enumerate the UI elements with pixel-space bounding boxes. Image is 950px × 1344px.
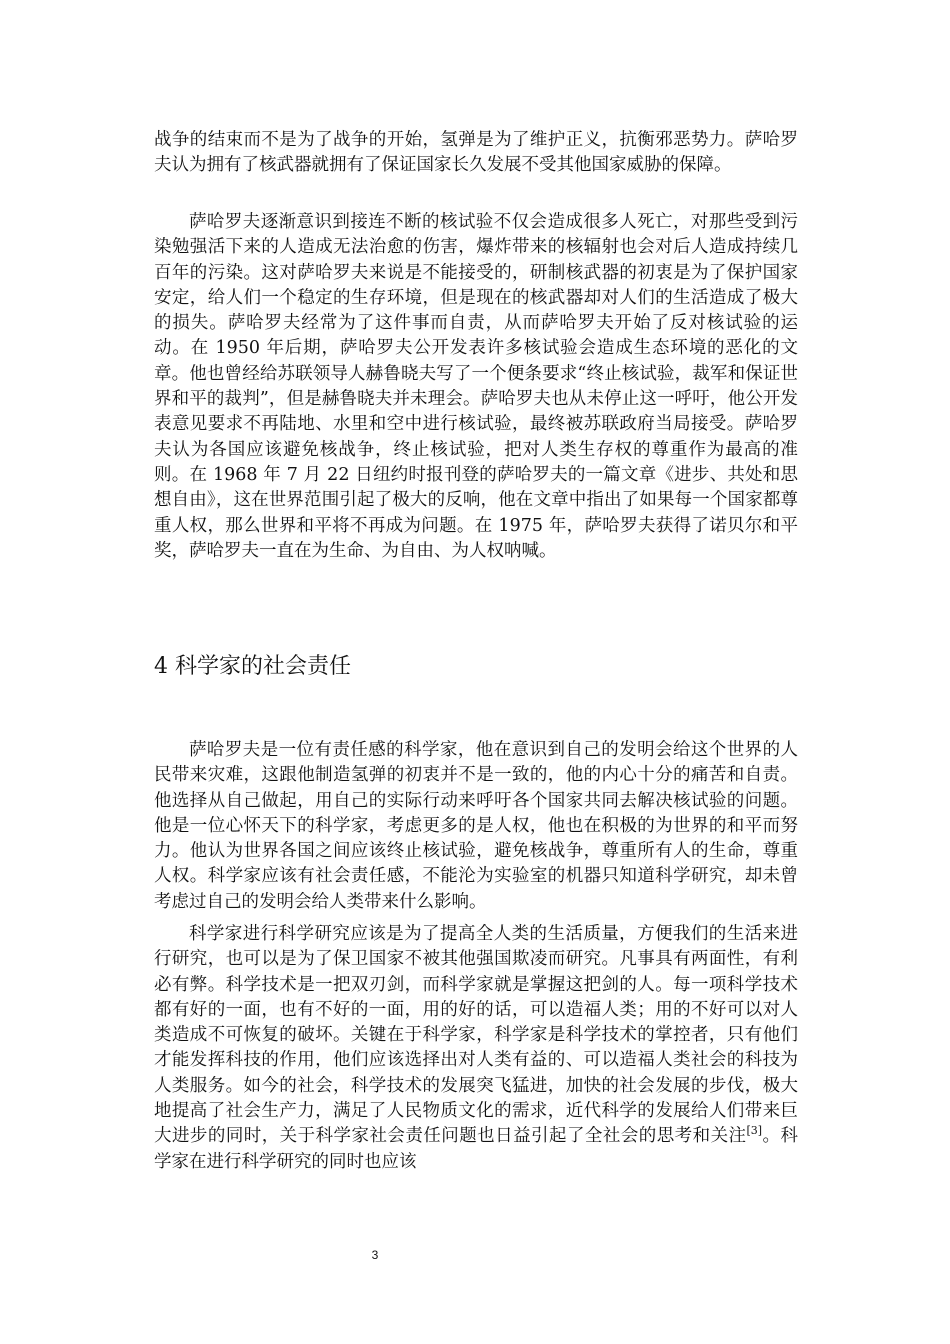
paragraph-text-continued: 。科学家在进行科学研究的同时也应该 — [154, 1126, 799, 1172]
citation-reference: [3] — [746, 1124, 763, 1138]
paragraph-text: 科学家进行科学研究应该是为了提高全人类的生活质量，方便我们的生活来进行研究，也可以是为了保卫国家不被其他强国欺凌而研究。凡事具有两面性，有利必有弊。科学技术是一把双刃剑，而科学家就是掌握这把剑的人。每一项科学技术都有好的一面，也有不好的一面，用的好的话，可以造福人类；用的不好可以对人类造成不可恢复的破坏。关键在于科学家，科学家是科学技术的掌控者，只有他们才能发挥科技的作用，他们应该选择出对人类有益的、可以造福人类社会的科技为人类服务。如今的社会，科学技术的发展突飞猛进，加快的社会发展的步伐，极大地提高了社会生产力，满足了人民物质文化的需求，近代科学的发展给人们带来巨大进步的同时，关于科学家社会责任问题也日益引起了全社会的思考和关注 — [154, 924, 798, 1147]
paragraph-continuation: 战争的结束而不是为了战争的开始，氢弹是为了维护正义，抗衡邪恶势力。萨哈罗夫认为拥有了核武器就拥有了保证国家长久发展不受其他国家威胁的保障。 — [154, 130, 798, 176]
page-number: 3 — [371, 1248, 379, 1262]
paragraph-responsibility: 萨哈罗夫是一位有责任感的科学家，他在意识到自己的发明会给这个世界的人民带来灾难，这跟他制造氢弹的初衷并不是一致的，他的内心十分的痛苦和自责。他选择从自己做起，用自己的实际行动来呼吁各个国家共同去解决核试验的问题。他是一位心怀天下的科学家，考虑更多的是人权，他也在积极的为世界的和平而努力。他认为世界各国之间应该终止核试验，避免核战争，尊重所有人的生命，尊重人权。科学家应该有社会责任感，不能沦为实验室的机器只知道科学研究，却未曾考虑过自己的发明会给人类带来什么影响。 — [154, 740, 798, 912]
paragraph-science-purpose — [154, 922, 798, 1175]
page-number-footer — [0, 1248, 950, 1262]
section-heading: 4 科学家的社会责任 — [154, 654, 351, 679]
paragraph-nuclear-testing: 萨哈罗夫逐渐意识到接连不断的核试验不仅会造成很多人死亡，对那些受到污染勉强活下来的人造成无法治愈的伤害，爆炸带来的核辐射也会对后人造成持续几百年的污染。这对萨哈罗夫来说是不能接受的，研制核武器的初衷是为了保护国家安定，给人们一个稳定的生存环境，但是现在的核武器却对人们的生活造成了极大的损失。萨哈罗夫经常为了这件事而自责，从而萨哈罗夫开始了反对核试验的运动。在 1950 年后期，萨哈罗夫公开发表许多核试验会造成生态环境的恶化的文章。他也曾经给苏联领导人赫鲁晓夫写了一个便条要求“终止核试验，裁军和保证世界和平的裁判”，但是赫鲁晓夫并未理会。萨哈罗夫也从未停止这一呼吁，他公开发表意见要求不再陆地、水里和空中进行核试验，最终被苏联政府当局接受。萨哈罗夫认为各国应该避免核战争，终止核试验，把对人类生存权的尊重作为最高的准则。在 1968 年 7 月 22 日纽约时报刊登的萨哈罗夫的一篇文章《进步、共处和思想自由》，这在世界范围引起了极大的反响，他在文章中指出了如果每一个国家都尊重人权，那么世界和平将不再成为问题。在 1975 年，萨哈罗夫获得了诺贝尔和平奖，萨哈罗夫一直在为生命、为自由、为人权呐喊。 — [154, 212, 798, 561]
